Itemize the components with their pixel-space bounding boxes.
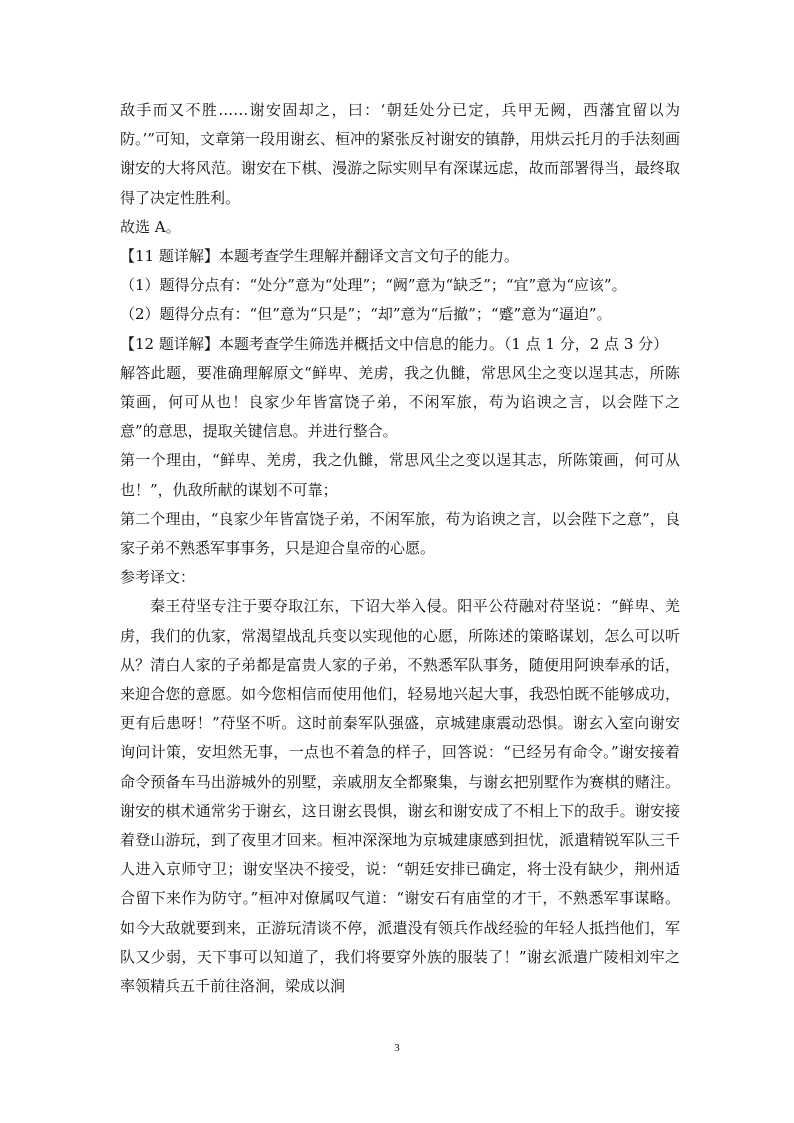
reason-two: 第二个理由，“良家少年皆富饶子弟，不闲军旅，苟为谄谀之言，以会陛下之意”，良家子弟不熟悉军事事务，只是迎合皇帝的心愿。 [120,509,680,558]
question-12-heading: 【12 题详解】本题考查学生筛选并概括文中信息的能力。（1 点 1 分，2 点 3 分） [120,334,669,353]
translation-text: 秦王苻坚专注于要夺取江东，下诏大举入侵。阳平公苻融对苻坚说：“鲜卑、羌虏，我们的仇家，常渴望战乱兵变以实现他的心愿，所陈述的策略谋划，怎么可以听从？清白人家的子弟都是富贵人家的子弟，不熟悉军队事务，随便用阿谀奉承的话，来迎合您的意愿。如今您相信而使用他们，轻易地兴起大事，我恐怕既不能够成功，更有后患呀！”苻坚不听。这时前秦军队强盛，京城建康震动恐惧。谢玄入室向谢安询问计策，安坦然无事，一点也不着急的样子，回答说：“已经另有命令。”谢安接着命令预备车马出游城外的别墅，亲戚朋友全都聚集，与谢玄把别墅作为赛棋的赌注。谢安的棋术通常劣于谢玄，这日谢玄畏惧，谢玄和谢安成了不相上下的敌手。谢安接着登山游玩，到了夜里才回来。桓冲深深地为京城建康感到担忧，派遣精锐军队三千人进入京师守卫；谢安坚决不接受，说：“朝廷安排已确定，将士没有缺少，荆州适合留下来作为防守。”桓冲对僚属叹气道：“谢安石有庙堂的才干，不熟悉军事谋略。如今大敌就要到来，正游玩清谈不停，派遣没有领兵作战经验的年轻人抵挡他们，军队又少弱，天下事可以知道了，我们将要穿外族的服装了！”谢玄派遣广陵相刘牢之率领精兵五千前往洛涧，梁成以涧 [120,597,680,996]
page-number: 3 [394,1042,400,1054]
reference-translation [120,592,680,1001]
question-11-heading: 【11 题详解】本题考查学生理解并翻译文言文句子的能力。 [120,247,519,266]
question-11-point-1: （1）题得分点有：“处分”意为“处理”；“阙”意为“缺乏”；“宜”意为“应该”。 [120,276,627,295]
page-body [120,96,680,1001]
reason-one: 第一个理由，“鲜卑、羌虏，我之仇雠，常思风尘之变以逞其志，所陈策画，何可从也！”，仇敌所献的谋划不可靠； [120,451,680,499]
translation-heading: 参考译文： [120,568,196,587]
question-12-explanation: 解答此题，要准确理解原文“鲜卑、羌虏，我之仇雠，常思风尘之变以逞其志，所陈策画，何可从也！良家少年皆富饶子弟，不闲军旅，苟为谄谀之言，以会陛下之意”的意思，提取关键信息。并进行整合。 [120,363,680,441]
answer-line: 故选 A。 [120,217,181,236]
analysis-paragraph: 敌手而又不胜……谢安固却之，曰：‘朝廷处分已定，兵甲无阙，西藩宜留以为防。’”可知，文章第一段用谢玄、桓冲的紧张反衬谢安的镇静，用烘云托月的手法刻画谢安的大将风范。谢安在下棋、漫游之际实则早有深谋远虑，故而部署得当，最终取得了决定性胜利。 [120,101,680,207]
question-11-point-2: （2）题得分点有：“但”意为“只是”；“却”意为“后撤”；“蹙”意为“逼迫”。 [120,305,612,324]
